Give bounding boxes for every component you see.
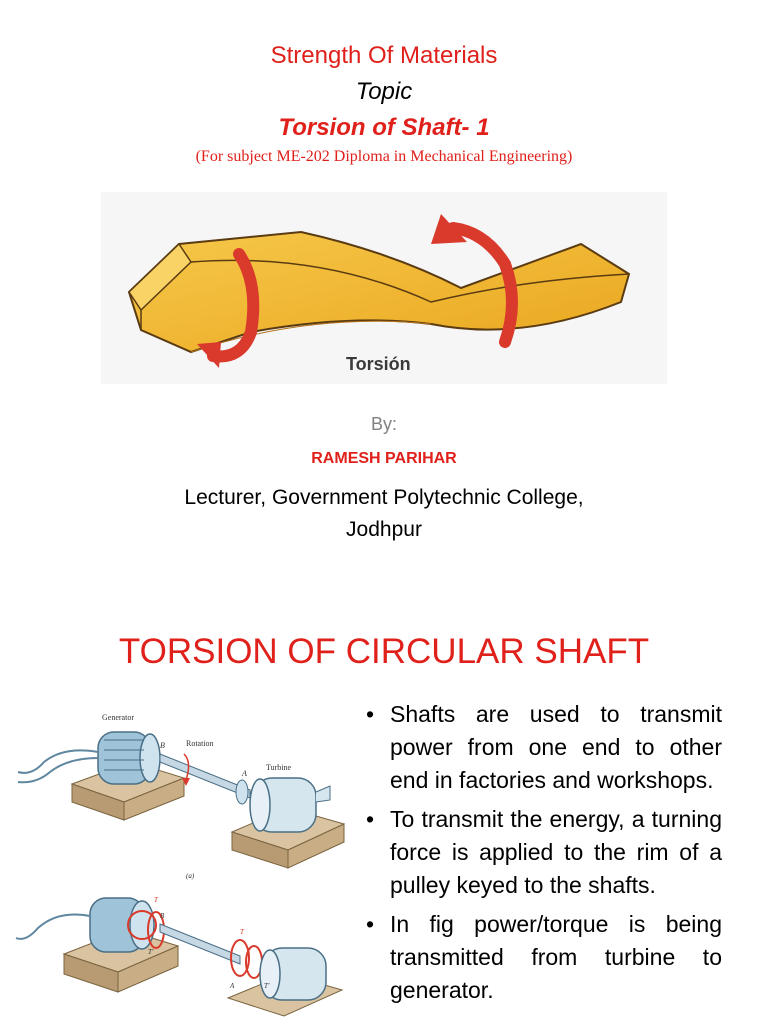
illustration-caption: Torsión (346, 354, 411, 374)
diagram-part-a (18, 713, 344, 880)
affiliation (0, 482, 768, 546)
bullet-text: To transmit the energy, a turning force is applied to the rim of a pulley keyed to the shafts. (390, 806, 722, 898)
label-point-a-b: A (230, 982, 235, 990)
label-turbine: Turbine (266, 763, 292, 772)
topic-title: Torsion of Shaft- 1 (278, 114, 490, 141)
affiliation-line-1: Lecturer, Government Polytechnic College, (184, 486, 584, 509)
torsion-illustration (101, 192, 667, 384)
label-torque-t-left: T (154, 896, 158, 904)
bullet-item (362, 698, 722, 797)
slide-heading: TORSION OF CIRCULAR SHAFT (118, 632, 650, 671)
author-name: RAMESH PARIHAR (311, 450, 457, 467)
label-point-b-b: B (160, 912, 165, 920)
content-slide (0, 588, 768, 1024)
bullet-item (362, 803, 722, 902)
bullet-text: Shafts are used to transmit power from one end to other end in factories and workshops. (390, 701, 722, 793)
label-point-a: A (242, 769, 247, 778)
bullet-list (362, 698, 722, 1013)
label-point-b: B (160, 741, 165, 750)
shaft-diagram (14, 692, 360, 1024)
affiliation-line-2: Jodhpur (346, 518, 422, 541)
label-torque-t-prime-left: T' (148, 948, 154, 956)
topic-label: Topic (355, 78, 413, 105)
label-torque-t-prime-right: T' (264, 982, 270, 990)
bullet-dot: • (366, 911, 375, 937)
slide-title: Strength Of Materials (270, 42, 498, 69)
bullet-item (362, 908, 722, 1007)
bullet-dot: • (366, 701, 375, 727)
label-torque-t-right: T (240, 928, 244, 936)
bullet-text: In fig power/torque is being transmitted from turbine to generator. (390, 911, 722, 1003)
by-label: By: (370, 414, 397, 434)
bullet-dot: • (366, 806, 375, 832)
diagram-part-b (16, 896, 342, 1016)
label-rotation: Rotation (186, 739, 214, 748)
subject-note: (For subject ME-202 Diploma in Mechanical Engineering) (195, 148, 573, 165)
label-sub-a: (a) (186, 872, 195, 880)
label-generator: Generator (102, 713, 134, 722)
